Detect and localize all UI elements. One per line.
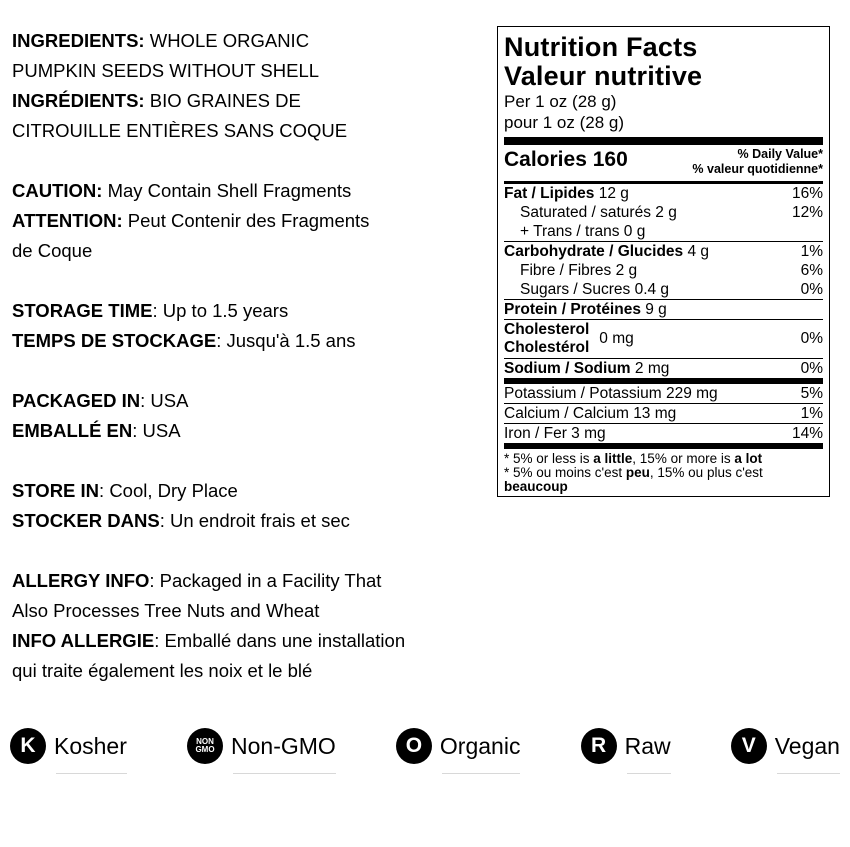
- ingredients-fr-cont: CITROUILLE ENTIÈRES SANS COQUE: [12, 120, 348, 141]
- certification-badges: [10, 726, 840, 766]
- serving-size-en: Per 1 oz (28 g): [504, 92, 617, 111]
- storage-time-en: STORAGE TIME: Up to 1.5 years: [12, 300, 289, 321]
- product-info: [12, 26, 482, 686]
- caution-en: CAUTION: May Contain Shell Fragments: [12, 180, 352, 201]
- organic-icon: O: [396, 728, 432, 764]
- store-in-en: STORE IN: Cool, Dry Place: [12, 480, 238, 501]
- allergy-fr-cont: qui traite également les noix et le blé: [12, 660, 313, 681]
- kosher-badge: K Kosher: [10, 726, 127, 766]
- cholesterol-row: Cholesterol Cholestérol 0 mg 0%: [504, 321, 823, 356]
- vegan-badge: V Vegan: [731, 726, 840, 766]
- allergy-en-cont: Also Processes Tree Nuts and Wheat: [12, 600, 320, 621]
- iron-row: Iron / Fer 3 mg 14%: [504, 425, 823, 442]
- vegan-icon: V: [731, 728, 767, 764]
- caution-fr-cont: de Coque: [12, 240, 93, 261]
- ingredients-en-cont: PUMPKIN SEEDS WITHOUT SHELL: [12, 60, 320, 81]
- caution-fr: ATTENTION: Peut Contenir des Fragments: [12, 210, 370, 231]
- sodium-row: Sodium / Sodium 2 mg 0%: [504, 360, 823, 377]
- saturated-row: Saturated / saturés 2 g 12%: [520, 204, 823, 221]
- packaged-in-en: PACKAGED IN: USA: [12, 390, 189, 411]
- footnote: * 5% or less is a little, 15% or more is a lot * 5% ou moins c'est peu, 15% ou plus c'est beaucoup: [504, 451, 763, 494]
- allergy-fr: INFO ALLERGIE: Emballé dans une installation: [12, 630, 406, 651]
- non-gmo-badge: NON GMO Non-GMO: [187, 726, 336, 766]
- storage-time-fr: TEMPS DE STOCKAGE: Jusqu'à 1.5 ans: [12, 330, 356, 351]
- raw-badge: R Raw: [581, 726, 671, 766]
- nutrition-title-fr: Valeur nutritive: [504, 61, 703, 91]
- protein-row: Protein / Protéines 9 g: [504, 301, 667, 318]
- store-in-fr: STOCKER DANS: Un endroit frais et sec: [12, 510, 350, 531]
- calories-row: [504, 145, 823, 181]
- kosher-icon: K: [10, 728, 46, 764]
- ingredients-en: INGREDIENTS: WHOLE ORGANIC: [12, 30, 310, 51]
- calories-label: Calories 160: [504, 148, 628, 171]
- non-gmo-icon: NON GMO: [187, 728, 223, 764]
- nutrition-title-en: Nutrition Facts: [504, 32, 698, 62]
- calcium-row: Calcium / Calcium 13 mg 1%: [504, 405, 823, 422]
- ingredients-fr: INGRÉDIENTS: BIO GRAINES DE: [12, 90, 301, 111]
- fibre-row: Fibre / Fibres 2 g 6%: [520, 262, 823, 279]
- carbohydrate-row: Carbohydrate / Glucides 4 g 1%: [504, 243, 823, 260]
- allergy-en: ALLERGY INFO: Packaged in a Facility That: [12, 570, 382, 591]
- serving-size-fr: pour 1 oz (28 g): [504, 113, 625, 132]
- sugars-row: Sugars / Sucres 0.4 g 0%: [520, 281, 823, 298]
- trans-row: + Trans / trans 0 g: [520, 223, 646, 240]
- potassium-row: Potassium / Potassium 229 mg 5%: [504, 385, 823, 402]
- organic-badge: O Organic: [396, 726, 521, 766]
- fat-row: Fat / Lipides 12 g 16%: [504, 185, 823, 202]
- raw-icon: R: [581, 728, 617, 764]
- packaged-in-fr: EMBALLÉ EN: USA: [12, 420, 181, 441]
- daily-value-header: % Daily Value* % valeur quotidienne*: [692, 147, 823, 176]
- nutrition-facts-panel: [497, 26, 830, 497]
